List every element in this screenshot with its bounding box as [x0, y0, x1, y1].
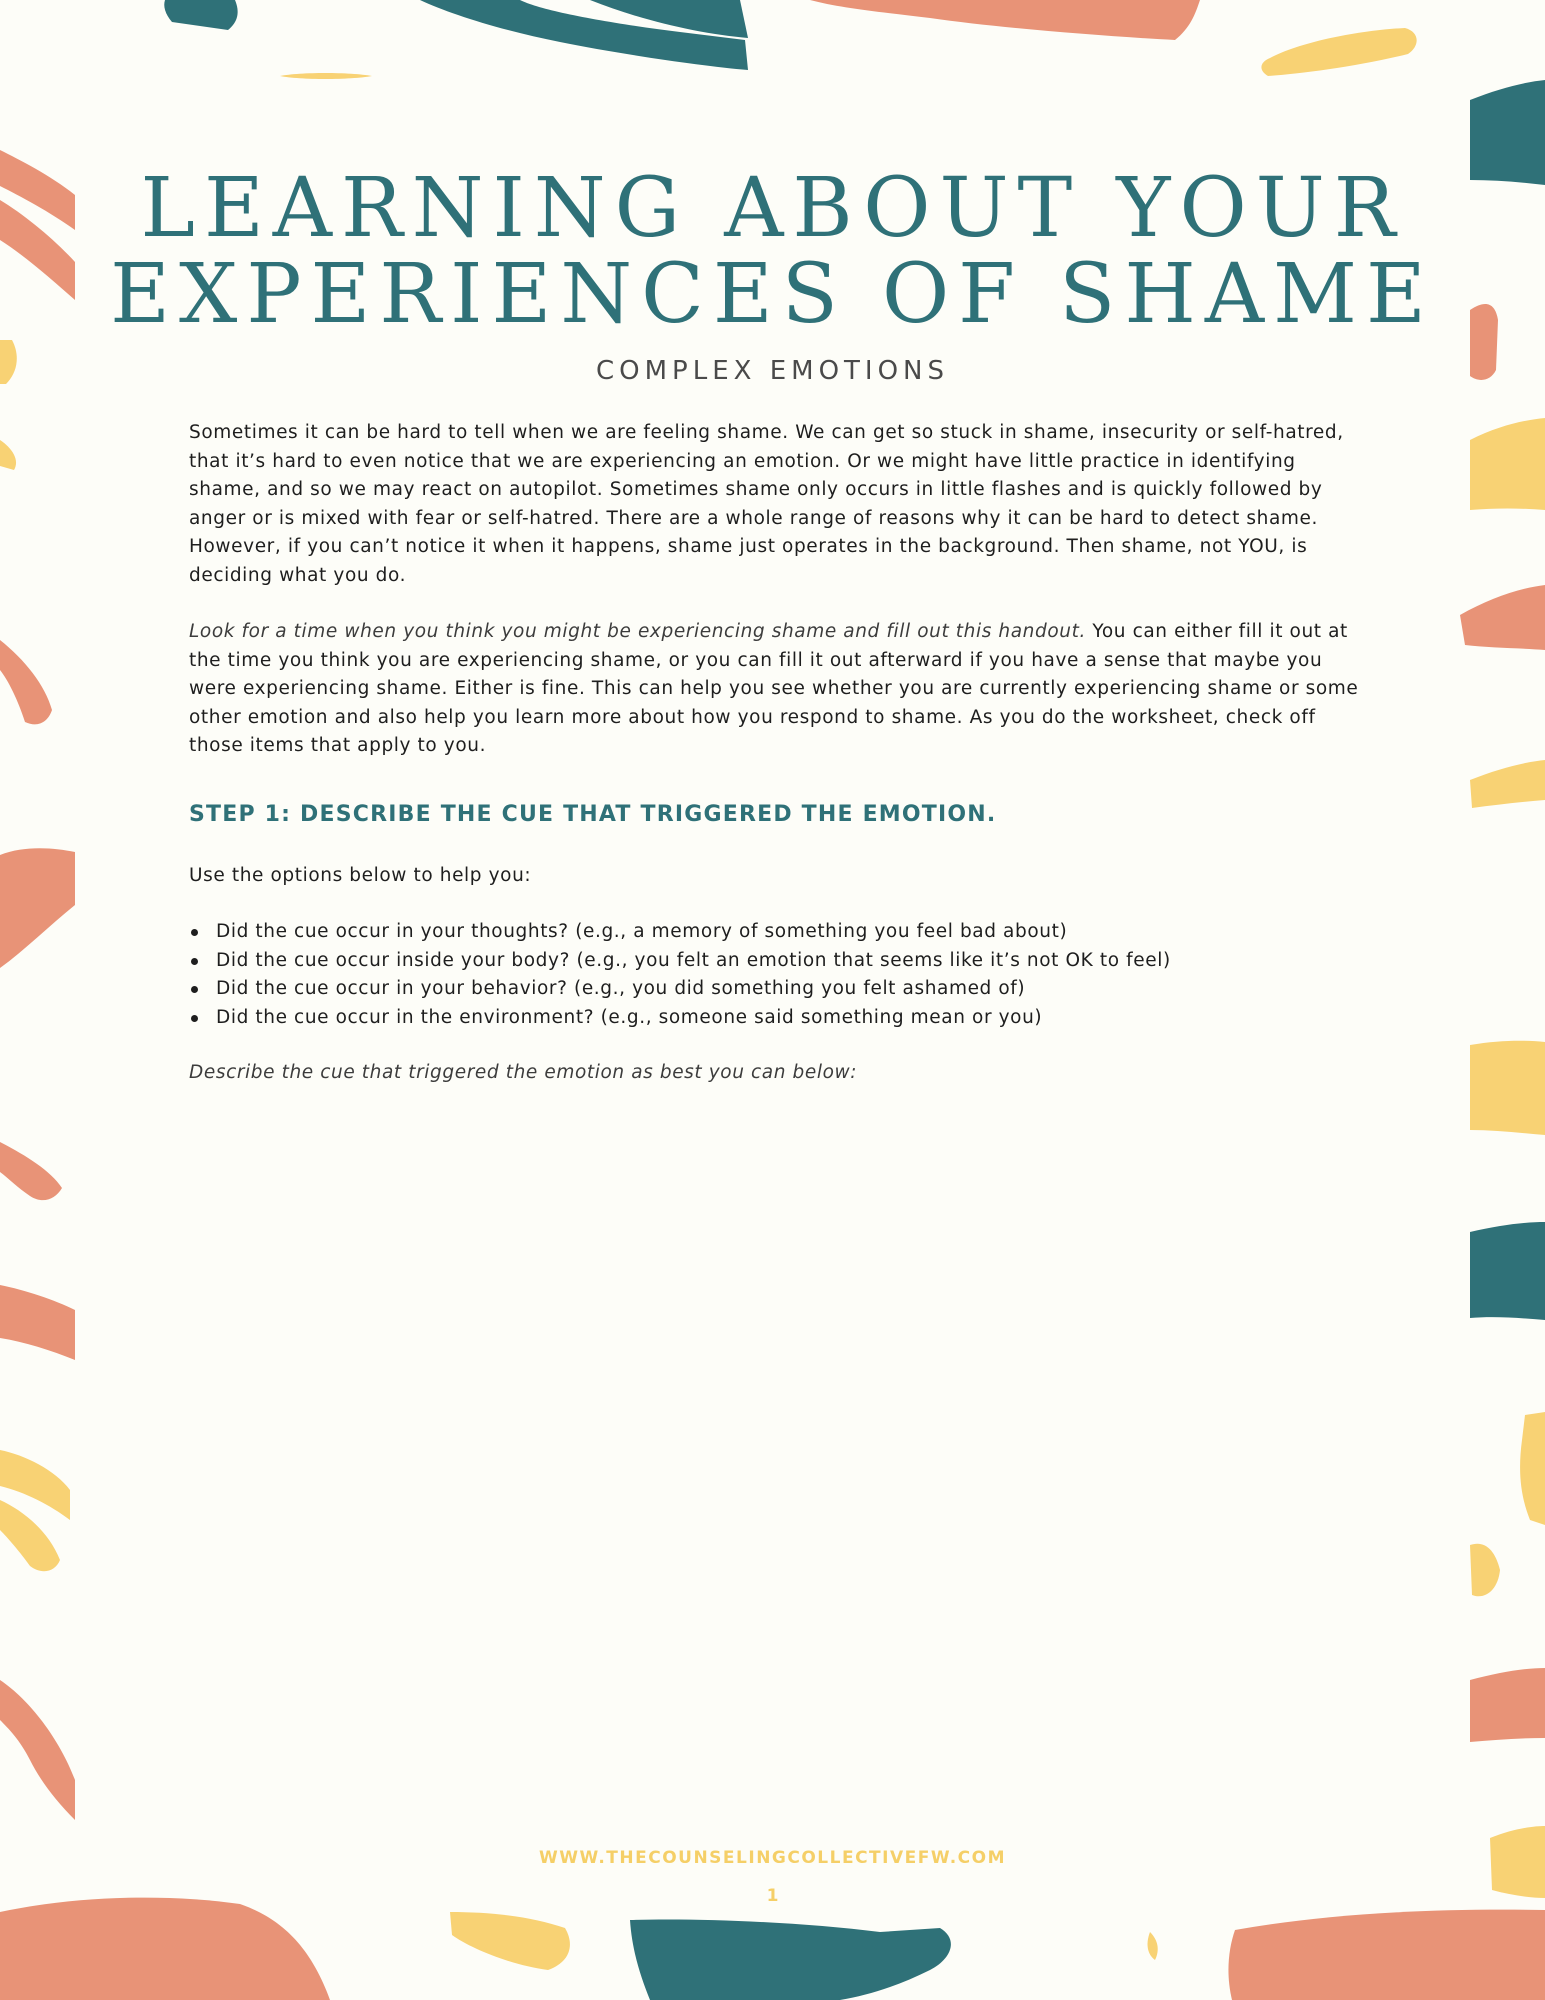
list-item: Did the cue occur in the environment? (e.g., someone said something mean or you) [189, 1004, 1389, 1033]
list-item: Did the cue occur in your behavior? (e.g., you did something you felt ashamed of) [189, 975, 1389, 1004]
list-item: Did the cue occur in your thoughts? (e.g., a memory of something you feel bad about) [189, 918, 1389, 947]
page-subtitle: COMPLEX EMOTIONS [595, 356, 949, 386]
page-title-line-2: EXPERIENCES OF SHAME [110, 247, 1435, 342]
options-intro: Use the options below to help you: [189, 865, 532, 886]
page-title-line-1: LEARNING ABOUT YOUR [140, 161, 1405, 256]
step1-heading: STEP 1: DESCRIBE THE CUE THAT TRIGGERED THE EMOTION. [189, 802, 997, 827]
instruction-paragraph [189, 618, 1359, 761]
instruction-text: You can either fill it out at the time you think you are experiencing shame, or you can fill it out afterward if you have a sense that maybe you were experiencing shame. Either is fine. This can help you see whether you are currently experiencing shame or some other emotion and also help you learn more about how you respond to shame. As you do the worksheet, check off those items that apply to you. [189, 621, 1359, 756]
footer-website-link[interactable]: WWW.THECOUNSELINGCOLLECTIVEFW.COM [538, 1848, 1007, 1868]
describe-prompt: Describe the cue that triggered the emotion as best you can below: [189, 1062, 858, 1083]
page-number: 1 [766, 1886, 779, 1906]
list-item: Did the cue occur inside your body? (e.g., you felt an emotion that seems like it’s not OK to feel) [189, 947, 1389, 976]
instruction-italic-text: Look for a time when you think you might be experiencing shame and fill out this handout. [189, 621, 1086, 642]
cue-options-list [189, 918, 1389, 1032]
intro-paragraph: Sometimes it can be hard to tell when we are feeling shame. We can get so stuck in shame, insecurity or self-hatred, that it’s hard to even notice that we are experiencing an emotion. Or we might have little practice in identifying shame, and so we may react on autopilot. Sometimes shame only occurs in little flashes and is quickly followed by anger or is mixed with fear or self-hatred. There are a whole range of reasons why it can be hard to detect shame. However, if you can’t notice it when it happens, shame just operates in the background. Then shame, not YOU, is deciding what you do. [189, 422, 1344, 586]
